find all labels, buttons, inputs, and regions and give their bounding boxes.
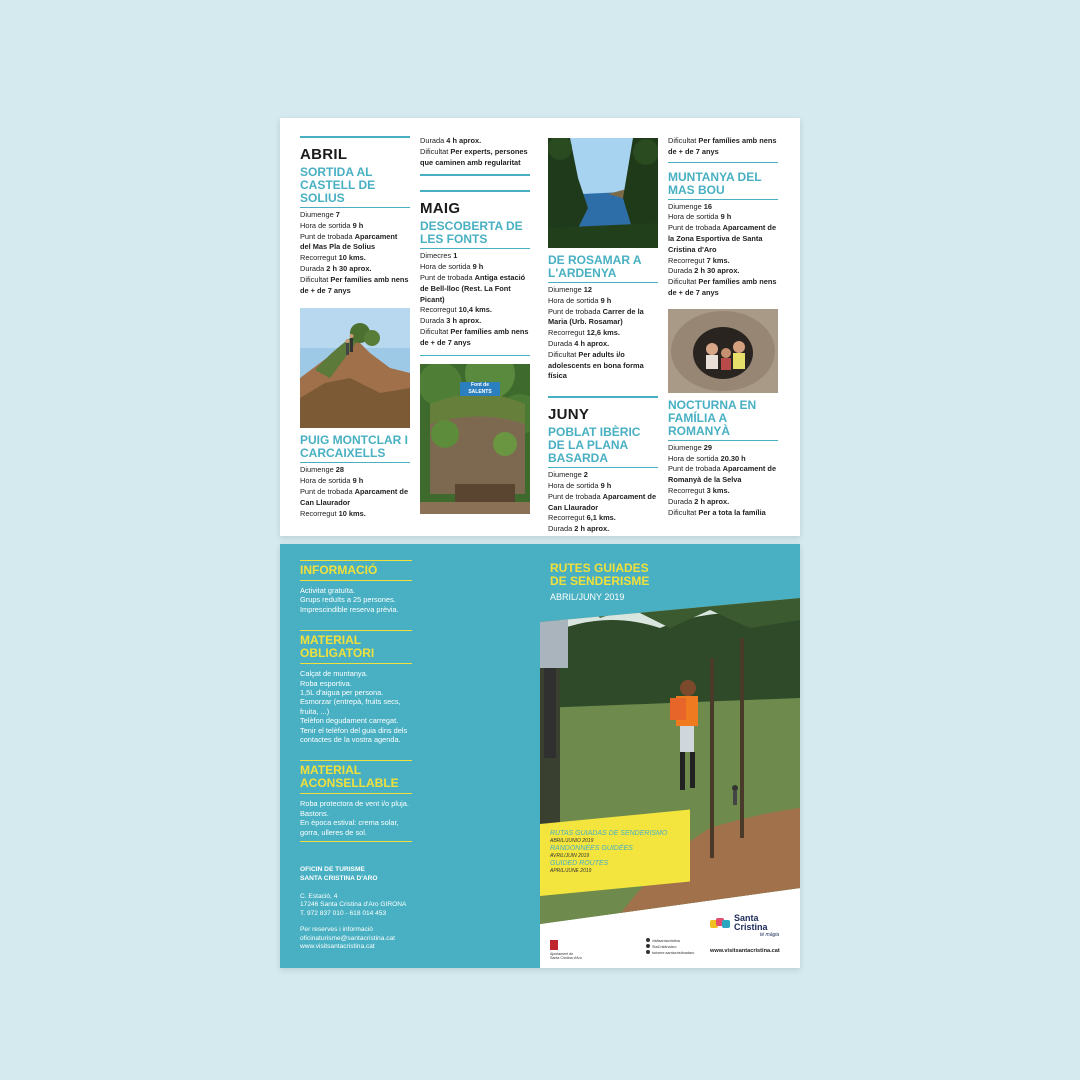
photo-font-salents	[420, 364, 530, 514]
detail-line: Dificultat Per famílies amb nens de + de 7 anys	[420, 326, 529, 347]
route-title: SORTIDA AL CASTELL DE SOLIUS	[300, 165, 376, 205]
text-line: Activitat gratuïta.	[300, 586, 356, 595]
detail-line: Diumenge 29	[668, 442, 712, 452]
office-name: OFICIN DE TURISME SANTA CRISTINA D'ARO	[300, 866, 378, 882]
detail-line: Recorregut 10 kms.	[300, 253, 366, 263]
material-aconsellable-text	[300, 799, 412, 837]
text-line: fruita, ...)	[300, 706, 330, 716]
detail-line: Hora de sortida 9 h	[548, 295, 612, 305]
ajuntament-shield-icon	[550, 940, 558, 950]
detail-line: Durada 2 h 30 aprox.	[668, 266, 740, 276]
route-title: DE ROSAMAR A L'ARDENYA	[548, 253, 642, 280]
detail-line: Recorregut 6,1 kms.	[548, 513, 616, 523]
text-line: Roba esportiva.	[300, 678, 352, 688]
route-title: POBLAT IBÈRIC DE LA PLANA BASARDA	[548, 425, 641, 466]
social-item[interactable]: visitsantacristina	[646, 938, 694, 944]
column-maig	[420, 136, 530, 514]
cover-panel: RUTES GUIADES DE SENDERISME ABRIL/JUNY 2019 RUTAS GUIADAS DE SENDERISMO ABRIL/JUNIO 2019 RANDONNÉES GUIDÉES AVRIL/JUIN 2019 GUIDED ROUTES APRIL/JUNE 2019 Ajuntament de Santa Cristina d'Aro visitsantacristina StaCristinaAro turisme.santacristinadaro Santa Cristina té màgia www.visitsantacristina.cat	[540, 544, 800, 968]
text-line: contactes de la vostra agenda.	[300, 735, 401, 745]
text-line: gorra, ulleres de sol.	[300, 827, 367, 837]
month-heading: MAIG	[420, 200, 461, 218]
text-line: Tenir el telèfon del guia dins dels	[300, 725, 408, 735]
social-links	[646, 938, 694, 956]
social-item[interactable]: turisme.santacristinadaro	[646, 950, 694, 956]
translation-item: RUTAS GUIADAS DE SENDERISMO ABRIL/JUNIO 2019	[550, 830, 668, 844]
social-item[interactable]: StaCristinaAro	[646, 944, 694, 950]
brochure-outside	[280, 544, 800, 968]
detail-line: Punt de trobada Aparcament del Mas Pla de Solius	[300, 231, 398, 252]
detail-line: Hora de sortida 20.30 h	[668, 453, 746, 463]
office-address	[300, 893, 412, 918]
detail-line: Dificultat Per adults i/o adolescents en bona forma física	[548, 349, 644, 381]
route-details	[548, 470, 658, 535]
route-details	[420, 251, 530, 348]
route-details	[668, 202, 778, 299]
material-obligatori-title: MATERIAL OBLIGATORI	[300, 633, 375, 661]
photo-sea-view	[548, 138, 658, 248]
detail-line: Punt de trobada Carrer de la Maria (Urb. Rosamar)	[548, 306, 644, 327]
translation-item: GUIDED ROUTES APRIL/JUNE 2019	[550, 860, 609, 874]
info-title: INFORMACIÓ	[300, 563, 378, 577]
instagram-icon	[646, 938, 650, 942]
text-line: www.visitsantacristina.cat	[300, 942, 375, 950]
website-link[interactable]: www.visitsantacristina.cat	[710, 948, 780, 954]
route-details	[668, 443, 778, 519]
ajuntament-logo: Ajuntament de Santa Cristina d'Aro	[550, 940, 600, 961]
detail-line: Durada 4 h aprox.	[548, 338, 610, 348]
detail-line: Dimecres 1	[420, 251, 458, 261]
detail-line: Dificultat Per famílies amb nens de + de 7 anys	[668, 136, 777, 156]
translation-item: RANDONNÉES GUIDÉES AVRIL/JUIN 2019	[550, 845, 633, 859]
detail-line: Hora de sortida 9 h	[420, 262, 484, 272]
detail-line: Hora de sortida 9 h	[300, 220, 364, 230]
detail-line: Dificultat Per famílies amb nens de + de 7 anys	[300, 274, 409, 295]
material-obligatori-text	[300, 669, 412, 744]
detail-line: Diumenge 2	[548, 470, 588, 480]
detail-line: Durada 3 h aprox.	[420, 316, 482, 326]
info-column	[300, 560, 412, 951]
text-line: Per reserves i informació	[300, 926, 373, 934]
route-title: PUIG MONTCLAR I CARCAIXELLS	[300, 433, 408, 461]
detail-line: Dificultat Per experts, persones que caminen amb regularitat	[420, 146, 528, 167]
route-details	[300, 465, 410, 519]
text-line: En època estival: crema solar,	[300, 818, 399, 828]
column-juny	[548, 138, 658, 535]
cover-title: RUTES GUIADES DE SENDERISME	[550, 561, 650, 588]
route-details	[548, 285, 658, 382]
text-line: 17246 Santa Cristina d'Aro GIRONA	[300, 901, 407, 909]
route-details-continued	[668, 136, 778, 158]
info-text	[300, 586, 412, 614]
detail-line: Recorregut 10,4 kms.	[420, 305, 492, 315]
text-line: Roba protectora de vent i/o pluja.	[300, 799, 409, 809]
detail-line: Punt de trobada Aparcament de Can Llaurador	[548, 491, 657, 512]
route-title: NOCTURNA EN FAMÍLIA A ROMANYÀ	[668, 397, 757, 438]
month-heading: ABRIL	[300, 146, 348, 163]
text-line: Telèfon degudament carregat.	[300, 716, 399, 726]
detail-line: Punt de trobada Aparcament de Romanyà de la Selva	[668, 464, 777, 485]
detail-line: Dificultat Per a tota la família	[668, 507, 766, 517]
route-details	[300, 210, 410, 296]
text-line: Grups reduïts a 25 persones.	[300, 595, 396, 605]
detail-line: Diumenge 12	[548, 285, 592, 294]
sign-text: Font de SALENTS	[468, 381, 492, 395]
detail-line: Durada 2 h 30 aprox.	[300, 263, 372, 273]
detail-line: Diumenge 28	[300, 465, 344, 475]
detail-line: Punt de trobada Antiga estació de Bell-lloc (Rest. La Font Picant)	[420, 272, 526, 304]
detail-line: Diumenge 16	[668, 201, 712, 211]
month-heading: JUNY	[548, 406, 590, 424]
detail-line: Durada 2 h aprox.	[668, 496, 730, 506]
text-line: oficinaturisme@santacristina.cat	[300, 934, 396, 942]
cover-subtitle: ABRIL/JUNY 2019	[550, 592, 625, 602]
photo-cave-family	[668, 309, 778, 393]
detail-line: Hora de sortida 9 h	[548, 480, 612, 490]
detail-line: Recorregut 12,6 kms.	[548, 328, 620, 338]
text-line: Calçat de muntanya.	[300, 669, 368, 679]
brochure-inside	[280, 118, 800, 536]
detail-line: Hora de sortida 9 h	[300, 476, 364, 486]
detail-line: Punt de trobada Aparcament de Can Llaurador	[300, 486, 409, 507]
detail-line: Diumenge 7	[300, 210, 340, 219]
material-aconsellable-title: MATERIAL ACONSELLABLE	[300, 763, 399, 791]
twitter-icon	[646, 944, 650, 948]
route-title: DESCOBERTA DE LES FONTS	[420, 219, 523, 247]
text-line: Imprescindible reserva prèvia.	[300, 604, 399, 614]
text-line: C. Estació, 4	[300, 892, 338, 900]
detail-line: Recorregut 10 kms.	[300, 508, 366, 518]
detail-line: Recorregut 3 kms.	[668, 485, 730, 495]
detail-line: Dificultat Per famílies amb nens de + de 7 anys	[668, 277, 777, 297]
text-line: 1,5L d'aigua per persona.	[300, 688, 384, 698]
facebook-icon	[646, 950, 650, 954]
detail-line: Durada 2 h aprox.	[548, 524, 610, 534]
detail-line: Durada 4 h aprox.	[420, 136, 482, 145]
column-abril	[300, 136, 410, 519]
route-details-continued	[420, 136, 530, 168]
detail-line: Recorregut 7 kms.	[668, 255, 730, 265]
detail-line: Hora de sortida 9 h	[668, 212, 732, 222]
photo-rocky-summit	[300, 308, 410, 428]
translations	[550, 830, 690, 875]
detail-line: Punt de trobada Aparcament de la Zona Esportiva de Santa Cristina d'Aro	[668, 223, 777, 254]
route-title: MUNTANYA DEL MAS BOU	[668, 169, 762, 197]
office-reserves	[300, 926, 412, 951]
column-4	[668, 136, 778, 518]
text-line: T. 972 837 010 - 618 014 453	[300, 909, 387, 917]
text-line: Bastons.	[300, 808, 329, 818]
text-line: Esmorzar (entrepà, fruits secs,	[300, 697, 401, 707]
